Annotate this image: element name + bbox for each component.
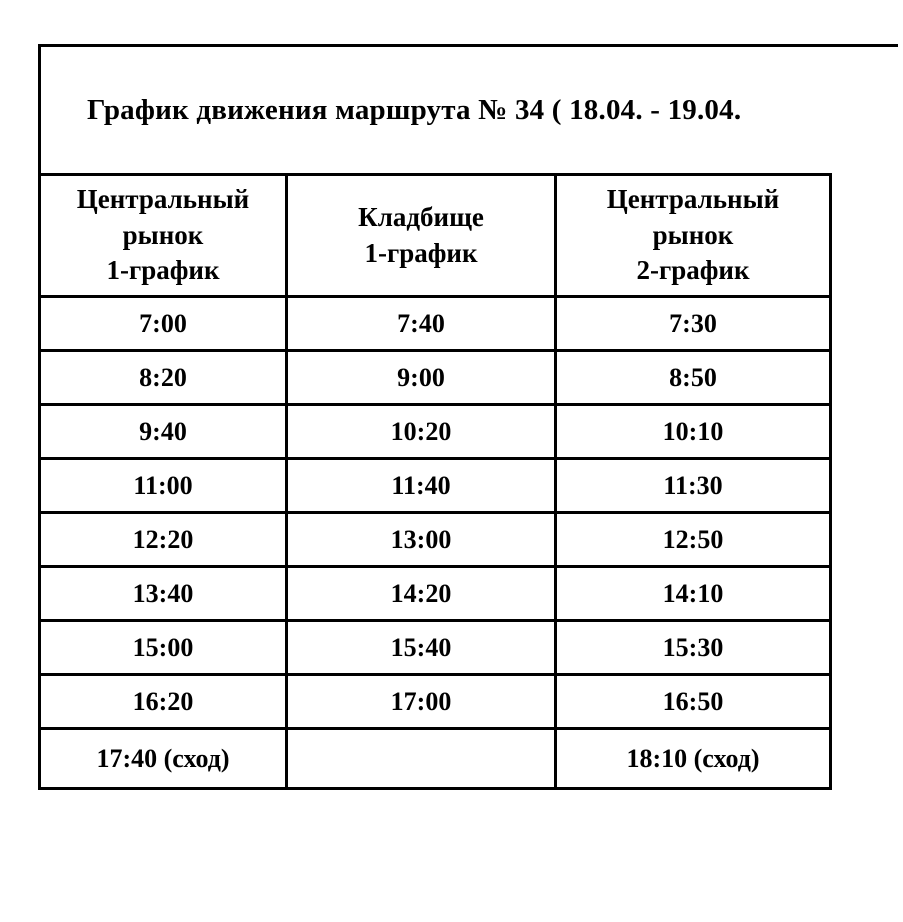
column-header-line: рынок [652, 219, 734, 250]
table-body [40, 297, 831, 789]
table-row [40, 351, 831, 405]
column-header-line: 2-график [636, 255, 750, 286]
table-header-row [40, 175, 831, 297]
departure-time-cell: 15:40 [287, 621, 556, 675]
column-header-line: 1-график [106, 255, 220, 286]
departure-time-cell: 16:50 [556, 675, 831, 729]
departure-time-cell-empty [287, 729, 556, 789]
departure-time-cell: 12:50 [556, 513, 831, 567]
table-row [40, 567, 831, 621]
table-row [40, 297, 831, 351]
table-row [40, 675, 831, 729]
departure-time-cell: 14:20 [287, 567, 556, 621]
title-band [41, 47, 898, 173]
column-header-line: 1-график [364, 237, 478, 268]
departure-time-cell: 16:20 [40, 675, 287, 729]
column-header-line: Центральный [606, 184, 780, 215]
departure-time-cell: 10:10 [556, 405, 831, 459]
departure-time-cell: 11:30 [556, 459, 831, 513]
departure-time-cell: 17:00 [287, 675, 556, 729]
departure-time-cell: 8:20 [40, 351, 287, 405]
schedule-table [38, 173, 832, 790]
departure-time-cell: 7:30 [556, 297, 831, 351]
departure-time-cell: 9:40 [40, 405, 287, 459]
departure-time-cell: 15:30 [556, 621, 831, 675]
table-header [40, 175, 831, 297]
departure-time-cell: 7:00 [40, 297, 287, 351]
column-header-line: Центральный [76, 184, 250, 215]
departure-time-cell: 14:10 [556, 567, 831, 621]
table-row [40, 405, 831, 459]
departure-time-cell: 7:40 [287, 297, 556, 351]
table-row [40, 729, 831, 789]
departure-time-cell: 8:50 [556, 351, 831, 405]
column-header-line: Кладбище [358, 201, 484, 232]
column-header-central-market-1 [40, 175, 287, 297]
table-row [40, 459, 831, 513]
column-header-central-market-2 [556, 175, 831, 297]
departure-time-cell: 11:00 [40, 459, 287, 513]
departure-time-cell-final: 17:40 (сход) [40, 729, 287, 789]
document-title: График движения маршрута № 34 ( 18.04. - 19.04. [87, 93, 742, 126]
column-header-line: рынок [122, 219, 204, 250]
departure-time-cell: 13:00 [287, 513, 556, 567]
departure-time-cell: 12:20 [40, 513, 287, 567]
departure-time-cell: 9:00 [287, 351, 556, 405]
table-row [40, 621, 831, 675]
column-header-cemetery-1 [287, 175, 556, 297]
schedule-document [38, 44, 898, 790]
table-row [40, 513, 831, 567]
departure-time-cell: 13:40 [40, 567, 287, 621]
departure-time-cell: 11:40 [287, 459, 556, 513]
departure-time-cell-final: 18:10 (сход) [556, 729, 831, 789]
departure-time-cell: 15:00 [40, 621, 287, 675]
departure-time-cell: 10:20 [287, 405, 556, 459]
